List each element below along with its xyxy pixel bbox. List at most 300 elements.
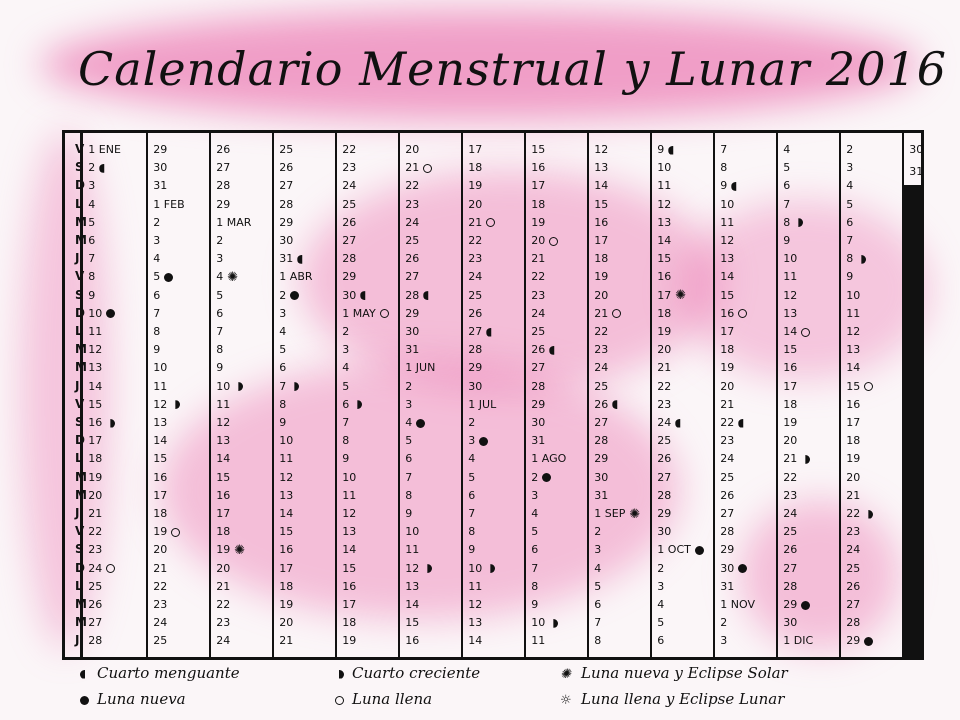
day-cell xyxy=(652,396,713,413)
day-number: 12 xyxy=(342,507,357,520)
day-cell xyxy=(211,378,272,395)
day-number: 5 xyxy=(594,579,602,593)
weekday-letter: S xyxy=(75,160,84,175)
day-number: 5 xyxy=(468,470,476,484)
day-number: 22 xyxy=(594,325,609,338)
day-number: 6 xyxy=(531,543,539,557)
day-cell xyxy=(400,323,461,340)
day-number: 28 xyxy=(594,434,609,448)
day-cell xyxy=(148,305,209,322)
day-cell xyxy=(715,541,776,558)
day-cell xyxy=(211,487,272,504)
day-number: 21 xyxy=(216,579,231,593)
full-moon-icon xyxy=(423,164,432,173)
day-cell xyxy=(83,632,146,649)
waxing-moon-icon xyxy=(864,510,873,519)
day-cell xyxy=(274,323,335,340)
day-number: 24 xyxy=(657,416,672,429)
day-cell xyxy=(211,323,272,340)
day-number: 23 xyxy=(846,525,861,539)
day-cell xyxy=(652,214,713,231)
day-cell xyxy=(148,378,209,395)
day-number: 29 xyxy=(531,397,546,411)
day-number: 6 xyxy=(468,488,476,502)
day-number: 12 xyxy=(657,197,672,211)
day-cell xyxy=(841,287,902,304)
weekday-letter: M xyxy=(75,233,87,247)
day-cell xyxy=(211,196,272,213)
new-moon-icon xyxy=(738,564,747,573)
day-number: 17 xyxy=(279,561,294,575)
weekday-letter: J xyxy=(75,251,80,266)
day-cell xyxy=(463,432,524,449)
weekday-label xyxy=(65,414,84,431)
day-cell xyxy=(83,614,146,631)
day-cell xyxy=(274,378,335,395)
eclipse-icon: ✺ xyxy=(629,506,641,522)
day-cell xyxy=(83,196,146,213)
day-cell xyxy=(778,487,839,504)
day-cell xyxy=(274,560,335,577)
day-number: 12 xyxy=(594,143,609,156)
day-number: 7 xyxy=(405,470,413,484)
day-number: 6 xyxy=(88,234,96,247)
day-number: 14 xyxy=(657,234,672,247)
day-cell xyxy=(526,341,587,358)
day-number: 2 xyxy=(216,234,224,247)
day-number: 15 xyxy=(531,143,546,156)
day-number: 20 xyxy=(783,434,798,448)
day-cell xyxy=(337,341,398,358)
weekday-label xyxy=(65,141,85,158)
day-number: 24 xyxy=(405,215,420,229)
day-number: 12 xyxy=(279,470,294,484)
day-number: 15 xyxy=(88,397,103,411)
day-cell xyxy=(148,632,209,649)
day-number: 2 xyxy=(468,416,476,429)
day-cell xyxy=(463,396,524,413)
day-number: 27 xyxy=(342,234,357,247)
day-number: 13 xyxy=(279,488,294,502)
day-number: 30 xyxy=(342,288,357,302)
day-number: 26 xyxy=(720,488,735,502)
day-cell xyxy=(337,287,398,304)
waxing-moon-icon xyxy=(857,255,866,264)
day-number: 5 xyxy=(405,434,413,448)
page-title: Calendario Menstrual y Lunar 2016 xyxy=(78,42,947,96)
day-cell xyxy=(778,560,839,577)
new-moon-icon xyxy=(80,696,89,705)
day-number: 23 xyxy=(216,616,231,630)
day-cell xyxy=(211,214,272,231)
day-number: 3 xyxy=(153,234,161,247)
day-cell xyxy=(400,523,461,540)
day-number: 27 xyxy=(594,416,609,429)
day-number: 16 xyxy=(594,215,609,229)
day-cell xyxy=(400,396,461,413)
day-number: 28 xyxy=(405,288,420,302)
day-cell xyxy=(589,596,650,613)
day-number: 12 xyxy=(405,561,420,575)
day-cell xyxy=(841,469,902,486)
day-cell xyxy=(778,159,839,176)
day-cell xyxy=(148,469,209,486)
day-number: 29 xyxy=(279,215,294,229)
day-cell xyxy=(715,305,776,322)
day-number: 27 xyxy=(846,598,861,611)
week-column xyxy=(839,133,902,657)
day-cell xyxy=(148,341,209,358)
day-cell xyxy=(274,596,335,613)
day-number: 8 xyxy=(216,343,224,357)
day-cell xyxy=(589,323,650,340)
day-cell xyxy=(400,432,461,449)
legend xyxy=(80,664,900,714)
weekday-letter: M xyxy=(75,214,87,229)
day-cell xyxy=(526,541,587,558)
day-number: 3 xyxy=(405,397,413,411)
day-cell xyxy=(589,414,650,431)
legend-luna-nueva: Luna nueva xyxy=(80,690,186,708)
day-cell xyxy=(211,359,272,376)
day-number: 20 xyxy=(153,543,168,557)
day-cell xyxy=(715,632,776,649)
day-number: 17 xyxy=(783,379,798,393)
week-column xyxy=(272,133,335,657)
day-number: 18 xyxy=(594,252,609,266)
day-number: 30 xyxy=(279,234,294,247)
day-cell xyxy=(211,578,272,595)
day-cell xyxy=(463,359,524,376)
day-cell xyxy=(589,505,650,522)
day-cell xyxy=(211,432,272,449)
day-cell xyxy=(778,614,839,631)
day-cell xyxy=(337,177,398,194)
day-cell xyxy=(715,614,776,631)
day-cell xyxy=(337,432,398,449)
legend-cuarto-menguante: Cuarto menguante xyxy=(80,664,240,682)
day-cell xyxy=(211,287,272,304)
day-number: 13 xyxy=(88,361,103,375)
week-column xyxy=(524,133,587,657)
new-moon-icon xyxy=(479,437,488,446)
day-number: 23 xyxy=(720,434,735,448)
day-cell xyxy=(83,341,146,358)
day-cell xyxy=(463,541,524,558)
day-cell xyxy=(841,578,902,595)
day-number: 26 xyxy=(594,397,609,411)
day-cell xyxy=(778,341,839,358)
day-cell xyxy=(83,541,146,558)
day-number: 24 xyxy=(846,543,861,557)
full-moon-icon xyxy=(864,382,873,391)
weekday-letter: M xyxy=(75,342,87,357)
day-number: 25 xyxy=(846,561,861,575)
day-number: 26 xyxy=(531,343,546,357)
day-cell xyxy=(148,541,209,558)
full-moon-icon xyxy=(486,218,495,227)
day-cell xyxy=(778,632,839,649)
day-cell xyxy=(337,541,398,558)
day-number: 1 JUN xyxy=(405,361,436,375)
day-cell xyxy=(526,469,587,486)
waxing-moon-icon xyxy=(794,218,803,227)
day-cell xyxy=(274,196,335,213)
day-number: 1 FEB xyxy=(153,197,185,211)
weekday-label xyxy=(65,196,83,213)
day-cell xyxy=(589,469,650,486)
day-cell xyxy=(589,232,650,249)
day-number: 8 xyxy=(405,488,413,502)
day-cell xyxy=(337,196,398,213)
day-cell xyxy=(83,378,146,395)
day-cell xyxy=(589,523,650,540)
day-number: 10 xyxy=(783,252,798,266)
day-cell xyxy=(652,414,713,431)
day-cell xyxy=(211,505,272,522)
day-number: 21 xyxy=(720,397,735,411)
day-cell xyxy=(715,414,776,431)
day-number: 17 xyxy=(468,143,483,156)
day-number: 15 xyxy=(594,197,609,211)
full-moon-icon xyxy=(171,528,180,537)
day-cell xyxy=(526,614,587,631)
day-cell xyxy=(83,414,146,431)
day-cell xyxy=(148,596,209,613)
weekday-label xyxy=(65,432,85,449)
day-number: 12 xyxy=(216,416,231,429)
day-number: 29 xyxy=(720,543,735,557)
day-number: 9 xyxy=(342,452,350,466)
day-number: 13 xyxy=(216,434,231,448)
day-cell xyxy=(463,232,524,249)
day-cell xyxy=(211,268,272,285)
day-cell xyxy=(463,341,524,358)
day-number: 28 xyxy=(279,197,294,211)
day-number: 16 xyxy=(88,416,103,429)
weekday-letter: J xyxy=(75,506,80,520)
day-cell xyxy=(463,196,524,213)
day-number: 29 xyxy=(846,634,861,648)
day-cell xyxy=(274,614,335,631)
day-number: 17 xyxy=(88,434,103,448)
day-number: 16 xyxy=(216,488,231,502)
day-number: 5 xyxy=(279,343,287,357)
weekday-label xyxy=(65,596,87,613)
day-number: 2 xyxy=(88,161,96,175)
day-cell xyxy=(400,414,461,431)
day-number: 14 xyxy=(846,361,861,375)
day-number: 10 xyxy=(657,161,672,175)
day-number: 6 xyxy=(594,598,602,611)
day-number: 13 xyxy=(846,343,861,357)
day-cell xyxy=(778,505,839,522)
waning-moon-icon xyxy=(360,291,369,300)
week-column xyxy=(146,133,209,657)
day-cell xyxy=(589,359,650,376)
day-cell xyxy=(841,250,902,267)
day-number: 17 xyxy=(846,416,861,429)
day-cell xyxy=(211,159,272,176)
day-number: 25 xyxy=(720,470,735,484)
day-number: 31 xyxy=(531,434,546,448)
day-number: 13 xyxy=(720,252,735,266)
waning-moon-icon xyxy=(668,146,677,155)
day-number: 13 xyxy=(594,161,609,175)
day-cell xyxy=(841,341,902,358)
day-number: 4 xyxy=(153,252,161,266)
weekday-label xyxy=(65,232,87,249)
new-moon-icon xyxy=(801,601,810,610)
day-number: 8 xyxy=(594,634,602,648)
day-cell xyxy=(148,450,209,467)
day-cell xyxy=(211,523,272,540)
day-number: 21 xyxy=(783,452,798,466)
day-number: 28 xyxy=(468,343,483,357)
day-number: 8 xyxy=(846,252,854,266)
day-cell xyxy=(400,469,461,486)
day-cell xyxy=(274,487,335,504)
day-cell xyxy=(211,450,272,467)
day-number: 31 xyxy=(720,579,735,593)
day-number: 19 xyxy=(468,179,483,193)
day-number: 22 xyxy=(153,579,168,593)
day-cell xyxy=(148,578,209,595)
day-cell xyxy=(274,450,335,467)
day-cell xyxy=(841,232,902,249)
day-number: 3 xyxy=(342,343,350,357)
day-cell xyxy=(652,432,713,449)
day-number: 8 xyxy=(342,434,350,448)
day-number: 20 xyxy=(279,616,294,630)
day-cell xyxy=(337,578,398,595)
weekday-label xyxy=(65,287,84,304)
day-cell xyxy=(526,578,587,595)
day-number: 8 xyxy=(88,270,96,284)
day-cell xyxy=(148,505,209,522)
day-cell xyxy=(652,378,713,395)
day-cell xyxy=(715,196,776,213)
weekday-letter: V xyxy=(75,524,85,539)
day-number: 21 xyxy=(88,507,103,520)
waning-moon-icon xyxy=(297,255,306,264)
day-cell xyxy=(463,159,524,176)
day-number: 20 xyxy=(594,288,609,302)
day-number: 28 xyxy=(88,634,103,648)
waning-moon-icon xyxy=(612,400,621,409)
day-cell xyxy=(778,141,839,158)
day-number: 14 xyxy=(594,179,609,193)
day-number: 9 xyxy=(531,598,539,611)
day-number: 30 xyxy=(720,561,735,575)
day-number: 23 xyxy=(594,343,609,357)
day-number: 3 xyxy=(216,252,224,266)
day-number: 27 xyxy=(720,507,735,520)
day-cell xyxy=(652,632,713,649)
day-cell xyxy=(400,232,461,249)
day-cell xyxy=(83,177,146,194)
day-cell xyxy=(337,141,398,158)
day-number: 22 xyxy=(88,525,103,539)
day-cell xyxy=(274,505,335,522)
day-cell xyxy=(715,287,776,304)
day-cell xyxy=(715,396,776,413)
day-number: 22 xyxy=(342,143,357,156)
weekday-letter: D xyxy=(75,178,85,193)
day-number: 15 xyxy=(657,252,672,266)
weekday-letter: J xyxy=(75,633,80,648)
day-number: 19 xyxy=(279,598,294,611)
day-number: 27 xyxy=(279,179,294,193)
day-cell xyxy=(904,163,924,180)
day-cell xyxy=(589,560,650,577)
day-cell xyxy=(778,250,839,267)
day-number: 17 xyxy=(342,598,357,611)
weekday-label xyxy=(65,268,85,285)
day-cell xyxy=(274,578,335,595)
day-number: 7 xyxy=(846,234,854,247)
day-number: 23 xyxy=(405,197,420,211)
day-cell xyxy=(337,560,398,577)
weekday-letter: D xyxy=(75,433,85,448)
day-number: 17 xyxy=(531,179,546,193)
week-column xyxy=(776,133,839,657)
day-cell xyxy=(148,487,209,504)
day-cell xyxy=(463,523,524,540)
day-number: 2 xyxy=(405,379,413,393)
day-number: 13 xyxy=(342,525,357,539)
day-cell xyxy=(715,250,776,267)
day-number: 1 SEP xyxy=(594,507,626,520)
new-moon-icon xyxy=(290,291,299,300)
day-number: 22 xyxy=(720,416,735,429)
waning-moon-icon xyxy=(675,419,684,428)
day-number: 16 xyxy=(657,270,672,284)
day-number: 8 xyxy=(468,525,476,539)
new-moon-icon xyxy=(542,473,551,482)
weekday-label xyxy=(65,323,83,340)
day-number: 9 xyxy=(405,507,413,520)
day-number: 22 xyxy=(531,270,546,284)
day-number: 20 xyxy=(531,234,546,247)
day-number: 2 xyxy=(720,616,728,630)
day-number: 24 xyxy=(216,634,231,648)
day-cell xyxy=(211,177,272,194)
day-number: 15 xyxy=(216,470,231,484)
waning-moon-icon xyxy=(731,182,740,191)
day-cell xyxy=(715,268,776,285)
day-cell xyxy=(211,560,272,577)
day-number: 22 xyxy=(405,179,420,193)
day-number: 2 xyxy=(279,288,287,302)
day-number: 18 xyxy=(342,616,357,630)
day-number: 6 xyxy=(279,361,287,375)
day-number: 25 xyxy=(468,288,483,302)
day-number: 24 xyxy=(594,361,609,375)
day-number: 11 xyxy=(531,634,546,648)
waxing-moon-icon xyxy=(801,455,810,464)
day-number: 20 xyxy=(216,561,231,575)
day-number: 11 xyxy=(405,543,420,557)
day-cell xyxy=(841,396,902,413)
day-number: 14 xyxy=(783,325,798,338)
day-number: 13 xyxy=(468,616,483,630)
day-number: 25 xyxy=(531,325,546,338)
day-cell xyxy=(778,396,839,413)
day-number: 10 xyxy=(720,197,735,211)
day-cell xyxy=(841,141,902,158)
day-number: 27 xyxy=(216,161,231,175)
